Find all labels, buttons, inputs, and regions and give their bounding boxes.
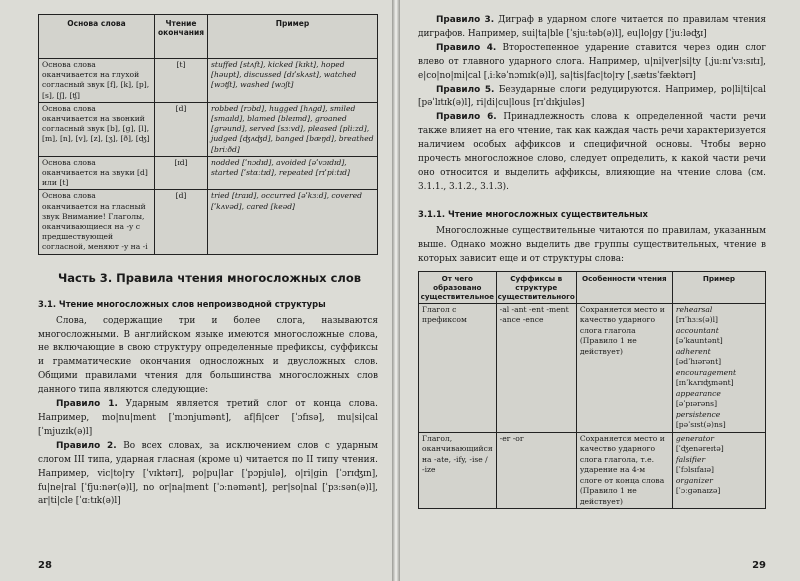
- example-word: generator: [675, 433, 714, 443]
- rule-6-text: Принадлежность слова к определенной части речи также влияет на его чтение, так как каждая часть речи характеризуется наличием особых аффиксов и специфичной основы. Чтобы верно прочесть многосложное слово, следует определить, к какой части речи оно относится и выделить аффиксы, влияющие на чтение слова (см. 3.1.1., 3.1.2., 3.1.3).: [418, 112, 766, 192]
- endings-table: [38, 14, 378, 255]
- rule-6-label: Правило 6.: [436, 112, 497, 123]
- rule-2-paragraph: [38, 440, 378, 510]
- table-header: Особенности чтения: [576, 271, 672, 303]
- part-title: Часть 3. Правила чтения многосложных слов: [58, 270, 361, 285]
- example-word: persistence: [675, 409, 721, 419]
- table-header: От чего образовано существительное: [419, 271, 497, 303]
- example-word: adherent: [675, 346, 711, 356]
- table-row: [39, 102, 378, 156]
- example-cell: nodded [ˈnɔdɪd], avoided [əˈvɔɪdɪd], started [ˈstɑːtɪd], repeated [rɪˈpiːtɪd]: [208, 156, 378, 190]
- example-transcription: [pəˈsɪst(ə)ns]: [675, 420, 726, 429]
- table-header: Суффиксы в структуре существительного: [496, 271, 576, 303]
- table-header: Пример: [208, 15, 378, 59]
- example-transcription: [ədˈhɪərənt]: [675, 357, 722, 366]
- example-word: rehearsal: [675, 304, 713, 314]
- example-transcription: [rɪˈhɜːs(ə)l]: [675, 315, 718, 324]
- base-cell: Основа слова оканчивается на звуки [d] или [t]: [39, 156, 155, 190]
- nouns-table: [418, 271, 766, 510]
- feature-cell: Сохраняется место и качество ударного слога глагола, т.е. ударение на 4-м слоге от конца слова (Правило 1 не действует): [576, 432, 672, 509]
- base-cell: Основа слова оканчивается на гласный звук Внимание! Глаголы, оканчивающиеся на -y с предшествующей согласной, меняют -y на -i: [39, 190, 155, 254]
- example-word: falsifier: [675, 454, 706, 464]
- example-transcription: [əˈpɪərəns]: [675, 399, 718, 408]
- rule-2-label: Правило 2.: [56, 440, 117, 451]
- example-cell: [672, 303, 765, 432]
- intro-paragraph: Многосложные существительные читаются по правилам, указанным выше. Однако можно выделить две группы существительных, чтение в которых зависит еще и от структуры слова:: [418, 225, 766, 264]
- base-cell: Основа слова оканчивается на звонкий согласный звук [b], [g], [l], [m], [n], [v], [z], [ʒ], [ð], [ʤ]: [39, 102, 155, 156]
- table-row: [39, 59, 378, 103]
- table-row: [419, 303, 766, 432]
- feature-cell: Сохраняется место и качество ударного слога глагола (Правило 1 не действует): [576, 303, 672, 432]
- example-word: encouragement: [675, 367, 737, 377]
- rule-4-label: Правило 4.: [436, 42, 497, 53]
- right-page: [400, 0, 800, 581]
- rule-5-paragraph: [418, 84, 766, 112]
- reading-cell: [d]: [155, 102, 208, 156]
- rule-3-paragraph: [418, 14, 766, 42]
- example-cell: tried [traɪd], occurred [əˈkɜːd], covered [ˈkʌvəd], cared [keəd]: [208, 190, 378, 254]
- table-header: Чтение окончания: [155, 15, 208, 59]
- table-header-row: [39, 15, 378, 59]
- rule-6-paragraph: [418, 111, 766, 194]
- suffixes-cell: -al -ant -ent -ment -ance -ence: [496, 303, 576, 432]
- page-number: 29: [752, 560, 766, 571]
- rule-3-text: Диграф в ударном слоге читается по правилам чтения диграфов. Например, sui|ta|ble [ˈsjuːtəb(ə)l], eu|lo|gy [ˈjuːləʤɪ]: [418, 15, 766, 39]
- reading-cell: [ɪd]: [155, 156, 208, 190]
- example-word: organizer: [675, 475, 713, 485]
- source-cell: Глагол с префиксом: [419, 303, 497, 432]
- reading-cell: [t]: [155, 59, 208, 103]
- rule-1-label: Правило 1.: [56, 399, 118, 410]
- example-transcription: [ˈʤenəreɪtə]: [675, 444, 724, 453]
- reading-cell: [d]: [155, 190, 208, 254]
- example-word: appearance: [675, 388, 721, 398]
- page-number: 28: [38, 560, 52, 571]
- rule-1-paragraph: [38, 398, 378, 440]
- example-cell: stuffed [stʌft], kicked [kɪkt], hoped [həupt], discussed [dɪˈskʌst], watched [wɔʧt], washed [wɔʃt]: [208, 59, 378, 103]
- source-cell: Глагол, оканчивающийся на -ate, -ify, -ise / -ize: [419, 432, 497, 509]
- table-header: Основа слова: [39, 15, 155, 59]
- table-header-row: [419, 271, 766, 303]
- table-header: Пример: [672, 271, 765, 303]
- rule-4-text: Второстепенное ударение ставится через один слог влево от главного ударного слога. Например, u|ni|ver|si|ty [ˌjuːnɪˈvɜːsɪtɪ], e|co|no|mi|cal [ˌiːkəˈnɔmɪk(ə)l], sa|tis|fac|to|ry [ˌsætɪsˈfæktərɪ]: [418, 42, 766, 81]
- rule-3-label: Правило 3.: [436, 15, 495, 25]
- example-transcription: [əˈkauntənt]: [675, 336, 723, 345]
- left-page: [0, 0, 392, 581]
- example-word: accountant: [675, 325, 719, 335]
- table-row: [39, 190, 378, 254]
- book-gutter: [392, 0, 400, 581]
- rule-1-text: Ударным является третий слог от конца слова. Например, mo|nu|ment [ˈmɔnjumənt], af|fi|cer [ˈɔfɪsə], mu|si|cal [ˈmjuzɪk(ə)l]: [38, 399, 378, 437]
- section-title: 3.1.1. Чтение многосложных существительных: [418, 208, 648, 219]
- suffixes-cell: -er -or: [496, 432, 576, 509]
- rule-2-text: Во всех словах, за исключением слов с ударным слогом III типа, ударная гласная (кроме u) читается по II типу чтения. Например, vic|to|ry [ˈvɪktərɪ], po|pu|lar [ˈpɔpjulə], o|ri|gin [ˈɔrɪʤɪn], fu|ne|ral [ˈfjuːnər(ə)l], no or|na|ment [ˈɔːnəmənt], per|so|nal [ˈpɜːsən(ə)l], ar|ti|cle [ˈɑːtɪk(ə)l]: [38, 440, 378, 507]
- base-cell: Основа слова оканчивается на глухой согласный звук [f], [k], [p], [s], [ʃ], [ʧ]: [39, 59, 155, 103]
- example-transcription: [ˈfɔlsɪfaɪə]: [675, 465, 714, 474]
- section-title: 3.1. Чтение многосложных слов непроизводной структуры: [38, 298, 326, 309]
- rule-5-label: Правило 5.: [436, 84, 495, 95]
- table-row: [419, 432, 766, 509]
- intro-paragraph: Слова, содержащие три и более слога, называются многосложными. В английском языке имеются многосложные слова, не включающие в свою структуру определенные префиксы, суффиксы и грамматические окончания односложных и двусложных слов. Общими правилами чтения для большинства многосложных слов данного типа являются следующие:: [38, 315, 378, 396]
- example-transcription: [ˈɔːgənaɪzə]: [675, 486, 721, 495]
- example-cell: [672, 432, 765, 509]
- rule-5-text: Безударные слоги редуцируются. Например, po|li|ti|cal [pəˈlɪtɪk(ə)l], ri|di|cu|lous [rɪˈdɪkjuləs]: [418, 84, 766, 109]
- example-cell: robbed [rɔbd], hugged [hʌgd], smiled [smaɪld], blamed [bleɪmd], groaned [grəund], served [sɜːvd], pleased [pliːzd], judged [ʤʌʤd], banged [bæŋd], breathed [briːðd]: [208, 102, 378, 156]
- table-row: [39, 156, 378, 190]
- example-transcription: [ɪnˈkʌrɪʤmənt]: [675, 378, 734, 387]
- rule-4-paragraph: [418, 42, 766, 84]
